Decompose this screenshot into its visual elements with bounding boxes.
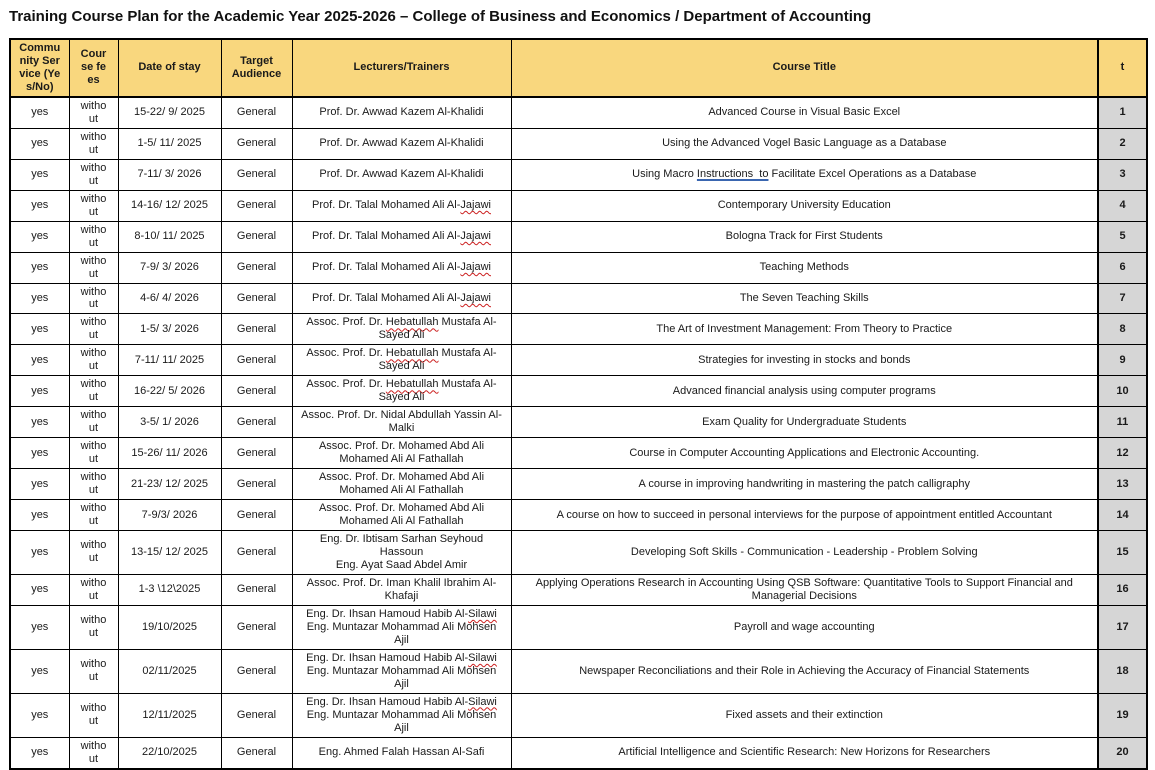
lecturers-cell [292,376,511,407]
spellcheck-marked-text: Hebatullah [385,347,439,360]
row-number-cell: 18 [1098,649,1147,693]
text-segment: Assoc. Prof. Dr. [306,316,386,329]
text-segment: Eng. Muntazar Mohammad Ali Mohsen Ajil [306,620,499,646]
target-audience-cell: General [221,159,292,190]
lecturers-cell [292,190,511,221]
row-number-cell: 19 [1098,693,1147,737]
target-audience-cell: General [221,221,292,252]
course-title-cell [511,252,1098,283]
lecturers-cell [292,500,511,531]
row-number-cell: 20 [1098,737,1147,768]
course-title-cell [511,376,1098,407]
lecturer-name [299,199,505,212]
lecturer-name [299,746,505,759]
page-title: Training Course Plan for the Academic Year 2025-2026 – College of Business and Economics / Department of Accounting [9,8,872,25]
target-audience-cell: General [221,500,292,531]
table-row [10,693,1147,737]
lecturers-cell [292,314,511,345]
spellcheck-marked-text: Jajawi [460,291,491,304]
table-row [10,159,1147,190]
table-row [10,649,1147,693]
table-row [10,469,1147,500]
spellcheck-marked-text: Hebatullah [385,316,439,329]
target-audience-cell: General [221,469,292,500]
text-segment: The Art of Investment Management: From Theory to Practice [656,322,953,335]
date-of-stay-cell: 3-5/ 1/ 2026 [118,407,221,438]
text-segment: Mustafa Al-Sayed Ali [378,378,497,404]
date-of-stay-cell: 22/10/2025 [118,737,221,768]
header-course-fees: Course fees [69,39,118,97]
text-segment: Prof. Dr. Awwad Kazem Al-Khalidi [319,168,484,181]
date-of-stay-cell: 15-22/ 9/ 2025 [118,97,221,128]
date-of-stay-cell: 16-22/ 5/ 2026 [118,376,221,407]
text-segment: Assoc. Prof. Dr. Nidal Abdullah Yassin Al-Malki [301,409,502,435]
date-of-stay-cell: 21-23/ 12/ 2025 [118,469,221,500]
spellcheck-marked-text: Silawi [468,651,497,664]
row-number-cell: 13 [1098,469,1147,500]
table-row [10,252,1147,283]
date-of-stay-cell: 02/11/2025 [118,649,221,693]
lecturers-cell [292,221,511,252]
header-community-service: Community Service (Yes/No) [10,39,69,97]
course-title-cell [511,159,1098,190]
table-row [10,500,1147,531]
table-row [10,376,1147,407]
lecturer-name [299,696,505,709]
date-of-stay-cell: 13-15/ 12/ 2025 [118,531,221,575]
text-segment: Applying Operations Research in Accounting Using QSB Software: Quantitative Tools to Support Financial and Managerial Decisions [535,576,1076,602]
target-audience-cell: General [221,531,292,575]
lecturer-name [299,292,505,305]
table-row [10,438,1147,469]
header-target-audience: Target Audience [221,39,292,97]
text-segment: Payroll and wage accounting [733,620,875,633]
spellcheck-marked-text: Hebatullah [385,378,439,391]
text-segment: A course in improving handwriting in mastering the patch calligraphy [638,477,970,490]
row-number-cell: 14 [1098,500,1147,531]
text-segment: Prof. Dr. Awwad Kazem Al-Khalidi [319,137,484,150]
date-of-stay-cell: 1-5/ 3/ 2026 [118,314,221,345]
target-audience-cell: General [221,693,292,737]
spellcheck-marked-text: Jajawi [460,230,491,243]
grammar-marked-text: Instructions to [696,168,769,181]
target-audience-cell: General [221,376,292,407]
lecturer-name [299,106,505,119]
community-service-cell: yes [10,128,69,159]
lecturers-cell [292,469,511,500]
lecturer-name [299,347,505,373]
community-service-cell: yes [10,221,69,252]
target-audience-cell: General [221,574,292,605]
course-title-cell [511,693,1098,737]
course-title-cell [511,574,1098,605]
lecturers-cell [292,407,511,438]
course-title-cell [511,190,1098,221]
header-lecturers-trainers: Lecturers/Trainers [292,39,511,97]
course-title-cell [511,469,1098,500]
text-segment: Eng. Ayat Saad Abdel Amir [335,558,468,571]
course-title-cell [511,97,1098,128]
course-fees-cell: without [69,252,118,283]
course-fees-cell: without [69,605,118,649]
table-row [10,407,1147,438]
row-number-cell: 15 [1098,531,1147,575]
target-audience-cell: General [221,407,292,438]
community-service-cell: yes [10,159,69,190]
lecturers-cell [292,252,511,283]
text-segment: Prof. Dr. Talal Mohamed Ali Al- [312,230,461,243]
course-fees-cell: without [69,693,118,737]
text-segment: Using Macro [632,168,697,181]
table-row [10,574,1147,605]
row-number-cell: 4 [1098,190,1147,221]
text-segment: Exam Quality for Undergraduate Students [702,415,907,428]
spellcheck-marked-text: Silawi [468,607,497,620]
lecturer-name [299,471,505,497]
course-fees-cell: without [69,649,118,693]
date-of-stay-cell: 7-9/3/ 2026 [118,500,221,531]
text-segment: Assoc. Prof. Dr. [306,378,386,391]
text-segment: Assoc. Prof. Dr. Mohamed Abd Ali Mohamed Ali Al Fathallah [318,502,488,528]
lecturer-name [299,621,505,647]
training-plan-table [9,38,1148,770]
lecturer-name [299,665,505,691]
text-segment: A course on how to succeed in personal interviews for the purpose of appointment entitled Accountant [556,508,1052,521]
text-segment: Assoc. Prof. Dr. Iman Khalil Ibrahim Al-Khafaji [306,576,497,602]
table-row [10,314,1147,345]
lecturers-cell [292,605,511,649]
text-segment: Facilitate Excel Operations as a Database [768,168,977,181]
lecturer-name [299,409,505,435]
header-t: t [1098,39,1147,97]
lecturers-cell [292,438,511,469]
text-segment: Strategies for investing in stocks and bonds [698,353,911,366]
row-number-cell: 8 [1098,314,1147,345]
text-segment: Mustafa Al-Sayed Ali [378,347,497,373]
lecturer-name [299,261,505,274]
table-row [10,97,1147,128]
course-fees-cell: without [69,128,118,159]
spellcheck-marked-text: Jajawi [460,261,491,274]
row-number-cell: 6 [1098,252,1147,283]
text-segment: Fixed assets and their extinction [725,708,883,721]
lecturers-cell [292,128,511,159]
date-of-stay-cell: 1-3 \12\2025 [118,574,221,605]
date-of-stay-cell: 15-26/ 11/ 2026 [118,438,221,469]
text-segment: Eng. Muntazar Mohammad Ali Mohsen Ajil [306,708,499,734]
course-title-cell [511,345,1098,376]
community-service-cell: yes [10,97,69,128]
target-audience-cell: General [221,97,292,128]
course-title-cell [511,500,1098,531]
community-service-cell: yes [10,283,69,314]
row-number-cell: 10 [1098,376,1147,407]
table-row [10,128,1147,159]
course-title-cell [511,438,1098,469]
lecturers-cell [292,159,511,190]
course-fees-cell: without [69,221,118,252]
date-of-stay-cell: 14-16/ 12/ 2025 [118,190,221,221]
course-fees-cell: without [69,283,118,314]
lecturers-cell [292,283,511,314]
lecturer-name [299,316,505,342]
table-row [10,531,1147,575]
date-of-stay-cell: 4-6/ 4/ 2026 [118,283,221,314]
course-title-cell [511,531,1098,575]
community-service-cell: yes [10,469,69,500]
text-segment: Course in Computer Accounting Applications and Electronic Accounting. [629,446,980,459]
target-audience-cell: General [221,252,292,283]
lecturers-cell [292,737,511,768]
course-fees-cell: without [69,314,118,345]
date-of-stay-cell: 8-10/ 11/ 2025 [118,221,221,252]
community-service-cell: yes [10,693,69,737]
course-title-cell [511,314,1098,345]
table-row [10,605,1147,649]
lecturers-cell [292,531,511,575]
community-service-cell: yes [10,649,69,693]
lecturers-cell [292,574,511,605]
lecturer-name [299,533,505,559]
row-number-cell: 1 [1098,97,1147,128]
community-service-cell: yes [10,500,69,531]
lecturer-name [299,440,505,466]
community-service-cell: yes [10,531,69,575]
text-segment: Teaching Methods [759,261,849,274]
text-segment: Assoc. Prof. Dr. Mohamed Abd Ali Mohamed Ali Al Fathallah [318,471,488,497]
table-row [10,345,1147,376]
text-segment: Advanced Course in Visual Basic Excel [708,106,901,119]
course-fees-cell: without [69,97,118,128]
course-title-cell [511,605,1098,649]
text-segment: Eng. Dr. Ihsan Hamoud Habib Al- [306,695,469,708]
target-audience-cell: General [221,605,292,649]
row-number-cell: 17 [1098,605,1147,649]
course-fees-cell: without [69,407,118,438]
lecturers-cell [292,345,511,376]
text-segment: Bologna Track for First Students [725,230,883,243]
course-fees-cell: without [69,531,118,575]
lecturers-cell [292,97,511,128]
text-segment: Eng. Ahmed Falah Hassan Al-Safi [318,746,485,759]
target-audience-cell: General [221,190,292,221]
text-segment: Prof. Dr. Awwad Kazem Al-Khalidi [319,106,484,119]
text-segment: Using the Advanced Vogel Basic Language as a Database [662,137,947,150]
text-segment: Eng. Dr. Ihsan Hamoud Habib Al- [306,607,469,620]
target-audience-cell: General [221,314,292,345]
header-date-of-stay: Date of stay [118,39,221,97]
community-service-cell: yes [10,345,69,376]
table-row [10,221,1147,252]
community-service-cell: yes [10,376,69,407]
lecturer-name [299,137,505,150]
text-segment: Contemporary University Education [717,199,891,212]
course-title-cell [511,221,1098,252]
date-of-stay-cell: 19/10/2025 [118,605,221,649]
community-service-cell: yes [10,190,69,221]
course-title-cell [511,283,1098,314]
row-number-cell: 16 [1098,574,1147,605]
target-audience-cell: General [221,283,292,314]
table-body [10,97,1147,769]
course-title-cell [511,128,1098,159]
header-course-title: Course Title [511,39,1098,97]
lecturer-name [299,608,505,621]
lecturers-cell [292,693,511,737]
date-of-stay-cell: 1-5/ 11/ 2025 [118,128,221,159]
table-row [10,283,1147,314]
course-fees-cell: without [69,159,118,190]
course-fees-cell: without [69,438,118,469]
lecturer-name [299,559,505,572]
row-number-cell: 5 [1098,221,1147,252]
lecturer-name [299,652,505,665]
date-of-stay-cell: 12/11/2025 [118,693,221,737]
target-audience-cell: General [221,649,292,693]
row-number-cell: 12 [1098,438,1147,469]
lecturer-name [299,502,505,528]
date-of-stay-cell: 7-11/ 3/ 2026 [118,159,221,190]
community-service-cell: yes [10,252,69,283]
course-title-cell [511,649,1098,693]
community-service-cell: yes [10,574,69,605]
row-number-cell: 2 [1098,128,1147,159]
target-audience-cell: General [221,438,292,469]
target-audience-cell: General [221,128,292,159]
community-service-cell: yes [10,737,69,768]
lecturer-name [299,378,505,404]
text-segment: Prof. Dr. Talal Mohamed Ali Al- [312,261,461,274]
text-segment: Eng. Dr. Ihsan Hamoud Habib Al- [306,651,469,664]
community-service-cell: yes [10,314,69,345]
text-segment: Newspaper Reconciliations and their Role in Achieving the Accuracy of Financial Statements [579,664,1030,677]
text-segment: Assoc. Prof. Dr. [306,347,386,360]
row-number-cell: 11 [1098,407,1147,438]
target-audience-cell: General [221,345,292,376]
lecturer-name [299,577,505,603]
course-fees-cell: without [69,500,118,531]
community-service-cell: yes [10,605,69,649]
row-number-cell: 3 [1098,159,1147,190]
text-segment: Mustafa Al-Sayed Ali [378,316,497,342]
course-title-cell [511,737,1098,768]
course-title-cell [511,407,1098,438]
table-row [10,737,1147,768]
course-fees-cell: without [69,469,118,500]
lecturer-name [299,230,505,243]
community-service-cell: yes [10,438,69,469]
community-service-cell: yes [10,407,69,438]
row-number-cell: 7 [1098,283,1147,314]
target-audience-cell: General [221,737,292,768]
lecturers-cell [292,649,511,693]
row-number-cell: 9 [1098,345,1147,376]
course-fees-cell: without [69,574,118,605]
text-segment: Prof. Dr. Talal Mohamed Ali Al- [312,291,461,304]
spellcheck-marked-text: Jajawi [460,199,491,212]
course-fees-cell: without [69,376,118,407]
date-of-stay-cell: 7-11/ 11/ 2025 [118,345,221,376]
text-segment: Artificial Intelligence and Scientific Research: New Horizons for Researchers [618,746,991,759]
table-row [10,190,1147,221]
date-of-stay-cell: 7-9/ 3/ 2026 [118,252,221,283]
course-fees-cell: without [69,737,118,768]
header-row [10,39,1147,97]
text-segment: The Seven Teaching Skills [739,291,869,304]
text-segment: Eng. Dr. Ibtisam Sarhan Seyhoud Hassoun [319,533,487,558]
text-segment: Advanced financial analysis using computer programs [672,384,936,397]
text-segment: Developing Soft Skills - Communication - Leadership - Problem Solving [630,545,978,558]
course-fees-cell: without [69,190,118,221]
spellcheck-marked-text: Silawi [468,695,497,708]
lecturer-name [299,709,505,735]
text-segment: Eng. Muntazar Mohammad Ali Mohsen Ajil [306,664,499,690]
course-fees-cell: without [69,345,118,376]
text-segment: Prof. Dr. Talal Mohamed Ali Al- [312,199,461,212]
text-segment: Assoc. Prof. Dr. Mohamed Abd Ali Mohamed Ali Al Fathallah [318,440,488,466]
lecturer-name [299,168,505,181]
